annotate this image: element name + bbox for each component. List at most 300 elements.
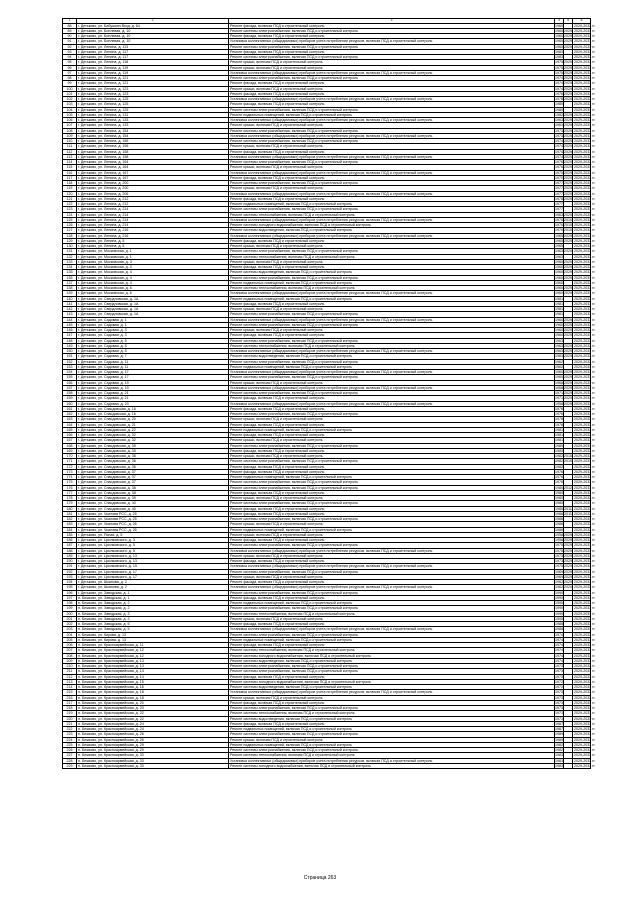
row-number: 151 (63, 354, 77, 359)
built-year-cell: 1973 (555, 706, 563, 710)
period-cell: 2029-2033 гг. (574, 186, 596, 191)
built-year-cell: 1976 (555, 475, 563, 479)
work-type-cell: Ремонт системы электроснабжения, включая ПСД и строительный контроль (229, 501, 555, 506)
work-type-cell: Ремонт системы электроснабжения, включая ПСД и строительный контроль (229, 160, 555, 165)
built-year-cell: 1960 (555, 286, 563, 290)
built-year-cell: 1975 (555, 65, 563, 70)
address-cell: г. Детьково, ул. Ленина, д. 119 (77, 65, 229, 70)
work-type-cell: Ремонт системы электроснабжения, включая ПСД и строительный контроль (229, 128, 555, 133)
page-number: Страница 263 (303, 875, 337, 881)
built-year-cell: 1974 (555, 648, 563, 653)
row-number: 173 (63, 469, 77, 474)
row-number: 135 (63, 270, 77, 275)
work-type-cell: Ремонт подвальных помещений, включая ПСД и строительный контроль (229, 112, 555, 117)
address-cell: г. Детьково, ул. Ленина, д. 164 (77, 160, 229, 165)
row-number: 180 (63, 506, 77, 511)
row-number: 214 (63, 685, 77, 690)
last-repair-cell: 2029 (564, 186, 572, 191)
address-cell: г. Детьково, ул. Спасдовская, д. 36 (77, 464, 229, 469)
address-cell: г. Детьково, ул. Московская, д. 1 (77, 249, 229, 254)
last-repair-cell: 2029 (564, 538, 572, 542)
row-number: 109 (63, 133, 77, 138)
address-cell: г. Детьково, ул. Ленина, д. 131 (77, 112, 229, 117)
row-number: 139 (63, 291, 77, 296)
period-cell: 2029-2033 гг. (574, 706, 596, 710)
column-header: 1 (63, 19, 77, 24)
work-type-cell: Ремонт фасада, включая ПСД и строительный контроль (229, 643, 555, 648)
row-number: 117 (63, 175, 77, 180)
work-type-cell: Установка коллективных (общедомовых) приборов учета потребления ресурсов, включая ПСД и строительный контроль (229, 317, 555, 322)
built-year-cell: 1973 (555, 674, 563, 679)
period-cell: 2029-2033 гг. (574, 622, 596, 626)
built-year-cell: 1981 (555, 427, 563, 432)
address-cell: г. Детьково, ул. Ленина, д. 5 (77, 244, 229, 249)
address-cell: г. Детьково, ул. Ленина, д. 117 (77, 55, 229, 60)
address-cell: г. Детьково, ул. Садовая, д. 17 (77, 370, 229, 375)
built-year-cell: 1981 (555, 296, 563, 301)
last-repair-cell: 2010 (564, 228, 572, 233)
address-cell: г. Детьково, ул. Садовая, д. 1 (77, 322, 229, 327)
built-year-cell: 1969 (555, 574, 563, 579)
work-type-cell: Ремонт фасада, включая ПСД и строительный контроль (229, 700, 555, 705)
period-cell: 2029-2033 гг. (574, 417, 596, 422)
address-cell: п. Бежково, ул. Красноармейская, д. 24 (77, 721, 229, 726)
row-number: 182 (63, 517, 77, 522)
built-year-cell: 1960 (555, 291, 563, 296)
built-year-cell: 1982 (555, 459, 563, 464)
address-cell: г. Детьково, ул. Заводская, д. 1 (77, 590, 229, 595)
last-repair-cell: 2029 (564, 532, 572, 537)
built-year-cell: 1978 (555, 91, 563, 96)
table-row (63, 763, 591, 768)
period-cell: 2029-2033 гг. (574, 438, 596, 443)
row-number: 174 (63, 475, 77, 480)
period-cell: 2029-2033 гг. (574, 307, 596, 311)
row-number: 218 (63, 706, 77, 711)
work-type-cell: Ремонт системы электроснабжения, включая ПСД и строительный контроль (229, 480, 555, 485)
address-cell: г. Детьково, ул. Шкапова, д. 2 (77, 580, 229, 585)
row-number: 187 (63, 543, 77, 548)
work-type-cell: Ремонт системы водоотведения, включая ПСД и строительный контроль (229, 658, 555, 663)
address-cell: г. Детьково, ул. Спасдовская, д. 40 (77, 506, 229, 511)
address-cell: г. Детьково, ул. Ленина, д. 216 (77, 228, 229, 233)
built-year-cell: 1962 (555, 364, 563, 369)
period-cell: 2029-2033 гг. (574, 485, 596, 490)
period-cell: 2029-2033 гг. (574, 648, 596, 653)
period-cell: 2029-2033 гг. (574, 427, 596, 432)
address-cell: г. Детьково, ул. Ленина, д. 212 (77, 196, 229, 201)
built-year-cell: 1986 (555, 527, 563, 532)
address-cell: г. Детьково, ул. Садовая, д. 19 (77, 385, 229, 390)
work-type-cell: Ремонт системы холодного водоснабжения, включая ПСД и строительный контроль (229, 223, 555, 228)
built-year-cell: 1970 (555, 228, 563, 233)
period-cell: 2029-2033 гг. (574, 511, 596, 516)
work-type-cell: Ремонт фасада, включая ПСД и строительный контроль (229, 469, 555, 474)
address-cell: г. Детьково, ул. Спасдовская, д. 35 (77, 443, 229, 448)
work-type-cell: Ремонт крыши, включая ПСД и строительный контроль (229, 616, 555, 621)
work-type-cell: Ремонт фасада, включая ПСД и строительный контроль (229, 433, 555, 438)
row-number: 155 (63, 375, 77, 380)
period-cell: 2029-2033 гг. (574, 480, 596, 485)
built-year-cell: 1960 (555, 317, 563, 322)
built-year-cell: 1960 (555, 322, 563, 327)
last-repair-cell: 2029 (564, 39, 572, 44)
address-cell: г. Детьково, ул. Ленина, д. 158 (77, 149, 229, 154)
last-repair-cell: 2029 (564, 191, 572, 196)
last-repair-cell: 2029 (564, 165, 572, 170)
address-cell: г. Детьково, ул. Ленина, д. 158 (77, 154, 229, 159)
row-number: 161 (63, 406, 77, 411)
period-cell: 2029-2033 гг. (574, 517, 596, 521)
built-year-cell: 1973 (555, 128, 563, 133)
built-year-cell: 1973 (555, 133, 563, 138)
work-type-cell: Ремонт фасада, включая ПСД и строительный контроль (229, 49, 555, 54)
address-cell: г. Детьково, ул. Спасдовская, д. 40 (77, 501, 229, 506)
work-type-cell: Ремонт системы электроснабжения, включая ПСД и строительный контроль (229, 249, 555, 254)
address-cell: г. Детьково, ул. Бонлевая, д. 10 (77, 34, 229, 39)
work-type-cell: Установка коллективных (общедомовых) приборов учета потребления ресурсов, включая ПСД и строительный контроль (229, 564, 555, 569)
work-type-cell: Ремонт фасада, включая ПСД и строительный контроль (229, 91, 555, 96)
work-type-cell: Ремонт фасада, включая ПСД и строительный контроль (229, 34, 555, 39)
row-number: 228 (63, 758, 77, 763)
row-number: 177 (63, 490, 77, 495)
built-year-cell: 1990 (555, 595, 563, 600)
last-repair-cell: 2029 (564, 175, 572, 180)
address-cell: п. Бежково, ул. Красноармейская, д. 22 (77, 716, 229, 721)
period-cell: 2029-2033 гг. (574, 65, 596, 70)
built-year-cell: 1974 (555, 144, 563, 149)
work-type-cell: Ремонт крыши, включая ПСД и строительный контроль (229, 496, 555, 501)
address-cell: г. Детьково, ул. Садовая, д. 11 (77, 364, 229, 369)
work-type-cell: Ремонт системы теплоснабжения, включая ПСД и строительный контроль (229, 611, 555, 616)
last-repair-cell: 2029 (564, 585, 572, 590)
last-repair-cell: 2029 (564, 559, 572, 563)
last-repair-cell: 2029 (564, 396, 572, 401)
last-repair-cell: 2029 (564, 385, 572, 390)
last-repair-cell: 2029 (564, 91, 572, 96)
period-cell: 2029-2033 гг. (574, 490, 596, 495)
period-cell: 2029-2033 гг. (574, 70, 596, 75)
address-cell: г. Детьково, ул. Ленина, д. 156 (77, 144, 229, 149)
period-cell: 2029-2033 гг. (574, 118, 596, 122)
work-type-cell: Ремонт системы водоотведения, включая ПСД и строительный контроль (229, 354, 555, 359)
row-number: 110 (63, 139, 77, 144)
period-cell: 2029-2033 гг. (574, 742, 596, 747)
work-type-cell: Установка коллективных (общедомовых) приборов учета потребления ресурсов, включая ПСД и строительный контроль (229, 39, 555, 44)
address-cell: г. Детьково, ул. Ленина, д. 167 (77, 170, 229, 175)
last-repair-cell: 2012 (564, 485, 572, 490)
built-year-cell: 1980 (555, 448, 563, 453)
last-repair-cell: 2029 (564, 154, 572, 159)
row-number: 209 (63, 658, 77, 663)
period-cell: 2029-2033 гг. (574, 522, 596, 527)
row-number: 179 (63, 501, 77, 506)
built-year-cell: 1975 (555, 60, 563, 65)
period-cell: 2029-2033 гг. (574, 202, 596, 206)
row-number: 208 (63, 653, 77, 658)
work-type-cell: Ремонт фасада, включая ПСД и строительный контроль (229, 506, 555, 511)
built-year-cell: 1960 (555, 375, 563, 380)
work-type-cell: Ремонт фасада, включая ПСД и строительный контроль (229, 238, 555, 243)
period-cell: 2029-2033 гг. (574, 433, 596, 437)
row-number: 113 (63, 154, 77, 159)
work-type-cell: Ремонт системы электроснабжения, включая ПСД и строительный контроль (229, 590, 555, 595)
work-type-cell: Ремонт крыши, включая ПСД и строительный контроль (229, 307, 555, 312)
built-year-cell: 1972 (555, 679, 563, 684)
last-repair-cell: 2029 (564, 34, 572, 38)
address-cell: г. Детьково, ул. Свердловская, д. 1А (77, 312, 229, 317)
built-year-cell: 1974 (555, 637, 563, 642)
last-repair-cell: 2029 (564, 60, 572, 65)
address-cell: п. Бежково, ул. Красноармейская, д. 14 (77, 674, 229, 679)
address-cell: п. Бежково, ул. Красноармейская, д. 12 (77, 653, 229, 658)
row-number: 105 (63, 112, 77, 117)
work-type-cell: Ремонт крыши, включая ПСД и строительный контроль (229, 86, 555, 91)
built-year-cell: 1981 (555, 312, 563, 317)
row-number: 153 (63, 364, 77, 369)
address-cell: п. Бежково, ул. Красноармейская, д. 33 (77, 763, 229, 768)
period-cell: 2029-2033 гг. (574, 233, 596, 238)
work-type-cell: Ремонт системы электроснабжения, включая ПСД и строительный контроль (229, 76, 555, 81)
period-cell: 2029-2033 гг. (574, 448, 596, 453)
row-number: 126 (63, 223, 77, 228)
address-cell: г. Детьково, ул. Московская, д. 3 (77, 259, 229, 264)
period-cell: 2029-2033 гг. (574, 364, 596, 369)
built-year-cell: 1980 (555, 490, 563, 495)
address-cell: п. Бежково, ул. Красноармейская, д. 18 (77, 695, 229, 700)
period-cell: 2029-2033 гг. (574, 112, 596, 117)
built-year-cell: 1976 (555, 469, 563, 474)
address-cell: г. Детьково, ул. Ленина, д. 154 (77, 128, 229, 133)
period-cell: 2029-2033 гг. (574, 506, 596, 511)
period-cell: 2029-2033 гг. (574, 454, 596, 458)
last-repair-cell: 2029 (564, 580, 572, 584)
row-number: 157 (63, 385, 77, 390)
work-type-cell: Ремонт фасада, включая ПСД и строительный контроль (229, 23, 555, 28)
row-number: 129 (63, 238, 77, 243)
address-cell: г. Детьково, ул. Спасдовская, д. 22 (77, 427, 229, 432)
period-cell: 2029-2033 гг. (574, 412, 596, 416)
address-cell: п. Бежково, ул. Красноармейская, д. 22 (77, 711, 229, 716)
built-year-cell: 1960 (555, 28, 563, 33)
built-year-cell: 1987 (555, 721, 563, 726)
period-cell: 2029-2033 гг. (574, 160, 596, 164)
row-number: 216 (63, 695, 77, 700)
last-repair-cell: 2029 (564, 112, 572, 117)
address-cell: г. Детьково, ул. Спасдовская, д. 20 (77, 417, 229, 422)
period-cell: 2029-2033 гг. (574, 107, 596, 112)
work-type-cell: Ремонт системы электроснабжения, включая ПСД и строительный контроль (229, 322, 555, 327)
address-cell: г. Детьково, ул. Ленина, д. 125 (77, 97, 229, 102)
row-number: 112 (63, 149, 77, 154)
work-type-cell: Ремонт фасада, включая ПСД и строительный контроль (229, 102, 555, 107)
built-year-cell: 1976 (555, 160, 563, 164)
last-repair-cell: 2011 (564, 506, 572, 511)
work-type-cell: Ремонт крыши, включая ПСД и строительный контроль (229, 417, 555, 422)
address-cell: г. Детьково, ул. Спасдовская, д. 36 (77, 459, 229, 464)
row-number: 172 (63, 464, 77, 469)
built-year-cell: 1970 (555, 175, 563, 180)
address-cell: г. Детьково, ул. Циолковского, д. 5 (77, 543, 229, 548)
row-number: 181 (63, 511, 77, 516)
period-cell: 2029-2033 гг. (574, 748, 596, 752)
built-year-cell: 1980 (555, 506, 563, 511)
built-year-cell: 1981 (555, 433, 563, 437)
built-year-cell: 1982 (555, 748, 563, 752)
row-number: 192 (63, 569, 77, 574)
period-cell: 2029-2033 гг. (574, 695, 596, 700)
address-cell: г. Детьково, ул. Садовая, д. 5 (77, 349, 229, 354)
row-number: 225 (63, 742, 77, 747)
work-type-cell: Ремонт крыши, включая ПСД и строительный контроль (229, 165, 555, 170)
row-number: 89 (63, 28, 77, 33)
address-cell: г. Детьково, ул. Ленина, д. 133 (77, 118, 229, 123)
work-type-cell: Ремонт фасада, включая ПСД и строительный контроль (229, 196, 555, 201)
row-number: 203 (63, 627, 77, 632)
row-number: 154 (63, 370, 77, 375)
work-type-cell: Ремонт фасада, включая ПСД и строительный контроль (229, 674, 555, 679)
built-year-cell: 1968 (555, 385, 563, 390)
work-type-cell: Ремонт крыши, включая ПСД и строительный контроль (229, 144, 555, 149)
built-year-cell: 1972 (555, 685, 563, 689)
last-repair-cell: 2029 (564, 76, 572, 80)
period-cell: 2029-2033 гг. (574, 55, 596, 59)
address-cell: г. Детьково, ул. Садовая, д. 21 (77, 396, 229, 401)
built-year-cell: 1990 (555, 611, 563, 616)
row-number: 90 (63, 34, 77, 39)
address-cell: п. Бежково, ул. Красноармейская, д. 33 (77, 753, 229, 758)
period-cell: 2029-2033 гг. (574, 501, 596, 506)
last-repair-cell: 2029 (564, 81, 572, 86)
built-year-cell: 1960 (555, 280, 563, 285)
built-year-cell: 1958 (555, 532, 563, 537)
period-cell: 2029-2033 гг. (574, 191, 596, 196)
address-cell: г. Детьково, ул. Садовая, д. 5 (77, 338, 229, 343)
period-cell: 2029-2033 гг. (574, 553, 596, 558)
column-header: 5 (564, 19, 573, 24)
built-year-cell: 1963 (555, 212, 563, 217)
period-cell: 2029-2033 гг. (574, 564, 596, 569)
built-year-cell: 1982 (555, 454, 563, 458)
work-type-cell: Ремонт крыши, включая ПСД и строительный контроль (229, 60, 555, 65)
address-cell: г. Детьково, ул. Спасдовская, д. 38 (77, 490, 229, 495)
row-number: 140 (63, 296, 77, 301)
last-repair-cell: 2029 (564, 286, 572, 290)
built-year-cell: 1963 (555, 249, 563, 254)
work-type-cell: Ремонт системы электроснабжения, включая ПСД и строительный контроль (229, 55, 555, 60)
period-cell: 2029-2033 гг. (574, 238, 596, 243)
built-year-cell: 1965 (555, 244, 563, 248)
row-number: 166 (63, 433, 77, 438)
row-number: 123 (63, 207, 77, 212)
address-cell: г. Детьково, ул. Ленина, д. 200 (77, 186, 229, 191)
row-number: 91 (63, 39, 77, 44)
work-type-cell: Ремонт крыши, включая ПСД и строительный контроль (229, 695, 555, 700)
work-type-cell: Ремонт крыши, включая ПСД и строительный контроль (229, 553, 555, 558)
address-cell: г. Детьково, ул. Ленина, д. 156 (77, 139, 229, 144)
row-number: 160 (63, 401, 77, 406)
work-type-cell: Ремонт фасада, включая ПСД и строительный контроль (229, 333, 555, 338)
work-type-cell: Ремонт крыши, включая ПСД и строительный контроль (229, 123, 555, 128)
address-cell: г. Детьково, ул. Чкалова РСС, д. 26 (77, 527, 229, 532)
address-cell: г. Детьково, ул. Ленина, д. 214 (77, 207, 229, 212)
period-cell: 2029-2033 гг. (574, 532, 596, 537)
period-cell: 2029-2033 гг. (574, 39, 596, 44)
row-number: 201 (63, 616, 77, 621)
address-cell: г. Детьково, ул. Свердловская, д. 1А (77, 296, 229, 301)
work-type-cell: Ремонт подвальных помещений, включая ПСД и строительный контроль (229, 296, 555, 301)
address-cell: г. Детьково, ул. Чкалова РСС, д. 25 (77, 511, 229, 516)
period-cell: 2029-2033 гг. (574, 574, 596, 579)
row-number: 195 (63, 585, 77, 590)
address-cell: г. Детьково, ул. Спасдовская, д. 21 (77, 422, 229, 427)
address-cell: п. Бежково, ул. Заводская, д. 5 (77, 622, 229, 627)
work-type-cell: Ремонт фасада, включая ПСД и строительный контроль (229, 580, 555, 585)
row-number: 136 (63, 275, 77, 280)
built-year-cell: 1973 (555, 690, 563, 695)
address-cell: г. Детьково, ул. Ленина, д. 200 (77, 181, 229, 186)
built-year-cell: 1988 (555, 627, 563, 632)
row-number: 223 (63, 732, 77, 737)
work-type-cell: Ремонт подвальных помещений, включая ПСД и строительный контроль (229, 475, 555, 480)
built-year-cell: 1981 (555, 438, 563, 443)
row-number: 100 (63, 86, 77, 91)
period-cell: 2029-2033 гг. (574, 102, 596, 107)
last-repair-cell: 2029 (564, 65, 572, 70)
built-year-cell: 1963 (555, 118, 563, 122)
work-type-cell: Ремонт фасада, включая ПСД и строительный контроль (229, 559, 555, 564)
row-number: 169 (63, 448, 77, 453)
last-repair-cell: 2010 (564, 223, 572, 227)
address-cell: п. Бежково, ул. Заводская, д. 1 (77, 595, 229, 600)
work-type-cell: Установка коллективных (общедомовых) приборов учета потребления ресурсов, включая ПСД и строительный контроль (229, 133, 555, 138)
built-year-cell: 1973 (555, 553, 563, 558)
period-cell: 2029-2033 гг. (574, 443, 596, 448)
built-year-cell: 1978 (555, 417, 563, 422)
row-number: 190 (63, 559, 77, 564)
work-type-cell: Ремонт системы электроснабжения, включая ПСД и строительный контроль (229, 632, 555, 637)
address-cell: г. Детьково, ул. Садовая, д. 21 (77, 391, 229, 396)
work-type-cell: Ремонт крыши, включая ПСД и строительный контроль (229, 737, 555, 742)
period-cell: 2029-2033 гг. (574, 286, 596, 290)
work-type-cell: Ремонт фасада, включая ПСД и строительный контроль (229, 464, 555, 469)
built-year-cell: 1988 (555, 622, 563, 626)
work-type-cell: Ремонт системы холодного водоснабжения, включая ПСД и строительный контроль (229, 653, 555, 658)
address-cell: г. Детьково, ул. Московская, д. 3 (77, 265, 229, 270)
last-repair-cell: 2011 (564, 511, 572, 516)
row-number: 95 (63, 60, 77, 65)
last-repair-cell: 2029 (564, 349, 572, 353)
period-cell: 2029-2033 гг. (574, 475, 596, 479)
last-repair-cell: 2029 (564, 212, 572, 217)
built-year-cell: 1982 (555, 112, 563, 117)
row-number: 142 (63, 307, 77, 312)
capital-repair-table (62, 18, 596, 769)
built-year-cell: 1969 (555, 569, 563, 574)
built-year-cell: 1960 (555, 275, 563, 280)
period-cell: 2029-2033 гг. (574, 86, 596, 91)
row-number: 93 (63, 49, 77, 54)
row-number: 97 (63, 70, 77, 75)
last-repair-cell (564, 763, 573, 768)
work-type-cell: Ремонт крыши, включая ПСД и строительный контроль (229, 532, 555, 537)
row-number: 207 (63, 648, 77, 653)
last-repair-cell: 2029 (564, 196, 572, 201)
address-cell: г. Детьково, ул. Спасдовская, д. 36 (77, 454, 229, 459)
built-year-cell: 1978 (555, 196, 563, 201)
row-number: 103 (63, 102, 77, 107)
built-year-cell: 1975 (555, 564, 563, 569)
